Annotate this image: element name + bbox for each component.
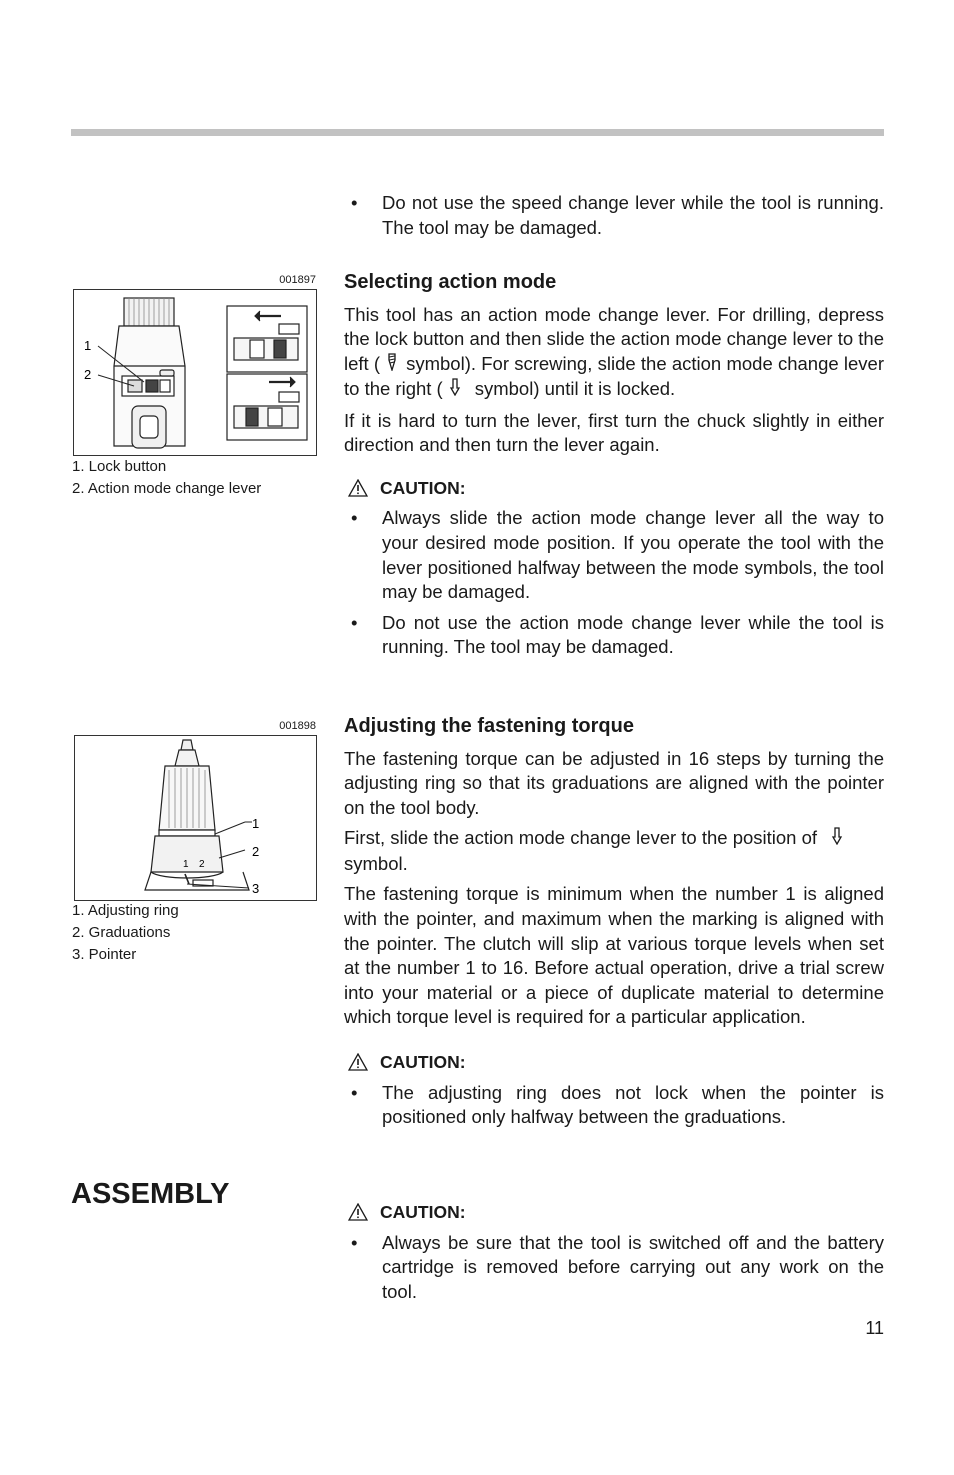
- caution-heading: CAUTION:: [344, 1050, 884, 1075]
- paragraph: This tool has an action mode change lever. For drilling, depress the lock button and then slide the action mode change lever to the left ( symbol). For screwing, slide the action mode change lever to the right ( symbol) until it is locked.: [344, 303, 884, 403]
- assembly-title: ASSEMBLY: [71, 1178, 230, 1210]
- header-rule: [71, 129, 884, 136]
- figure-callout: 2: [252, 844, 260, 859]
- figure-callout: 1: [84, 338, 92, 353]
- screw-symbol-icon: [449, 378, 461, 403]
- section-selecting-action-mode: [344, 270, 884, 660]
- screw-symbol-icon: [831, 827, 843, 852]
- list-item: • Always be sure that the tool is switched off and the battery cartridge is removed before carrying out any work on the tool.: [351, 1231, 884, 1302]
- caution-heading: CAUTION:: [344, 1200, 884, 1225]
- ring-number: 2: [199, 859, 205, 870]
- list-item: • Do not use the action mode change lever while the tool is running. The tool may be damaged.: [351, 611, 884, 658]
- legend-item: 3. Pointer: [72, 946, 137, 963]
- figure-code: 001898: [279, 720, 316, 732]
- paragraph: First, slide the action mode change lever to the position of symbol.: [344, 826, 884, 876]
- figure-callout: 3: [252, 881, 260, 896]
- torque-ring-illustration: [75, 736, 316, 900]
- figure-torque-ring: [74, 735, 317, 901]
- figure-action-mode: [73, 289, 317, 456]
- paragraph: The fastening torque can be adjusted in 16 steps by turning the adjusting ring so that its graduations are aligned with the pointer on the tool body.: [344, 747, 884, 818]
- figure-legend: [72, 900, 179, 966]
- section-adjusting-torque: [344, 714, 884, 1130]
- legend-item: 2. Action mode change lever: [72, 480, 262, 497]
- warning-triangle-icon: [348, 1053, 368, 1071]
- list-item: • Do not use the speed change lever while the tool is running. The tool may be damaged.: [351, 192, 884, 238]
- drill-symbol-icon: [386, 353, 398, 378]
- paragraph: The fastening torque is minimum when the number 1 is aligned with the pointer, and maximum when the marking is aligned with the pointer. The clutch will slip at various torque levels when set at the number 1 to 16. Before actual operation, drive a trial screw into your material or a piece of duplicate material to determine which torque level is required for a particular application.: [344, 883, 884, 1028]
- legend-item: 2. Graduations: [72, 924, 171, 941]
- figure-callout: 2: [84, 367, 92, 382]
- ring-number: 1: [183, 859, 189, 870]
- legend-item: 1. Adjusting ring: [72, 902, 179, 919]
- section-title: Adjusting the fastening torque: [344, 715, 634, 737]
- warning-triangle-icon: [348, 479, 368, 497]
- figure-legend: [72, 456, 261, 500]
- page-number: 11: [865, 1318, 884, 1338]
- figure-code: 001897: [279, 274, 316, 286]
- section-assembly-caution: [344, 1200, 884, 1304]
- legend-item: 1. Lock button: [72, 458, 167, 475]
- figure-callout: 1: [252, 816, 260, 831]
- intro-bullet-block: [344, 191, 884, 240]
- caution-heading: CAUTION:: [344, 476, 884, 501]
- list-item: • Always slide the action mode change lever all the way to your desired mode position. If you operate the tool with the lever positioned halfway between the mode symbols, the tool may be damaged.: [351, 507, 884, 603]
- section-title: Selecting action mode: [344, 271, 557, 293]
- list-item: • The adjusting ring does not lock when the pointer is positioned only halfway between the graduations.: [351, 1081, 884, 1128]
- warning-triangle-icon: [348, 1203, 368, 1221]
- action-mode-illustration: [74, 290, 316, 455]
- paragraph: If it is hard to turn the lever, first turn the chuck slightly in either direction and then turn the lever again.: [344, 409, 884, 456]
